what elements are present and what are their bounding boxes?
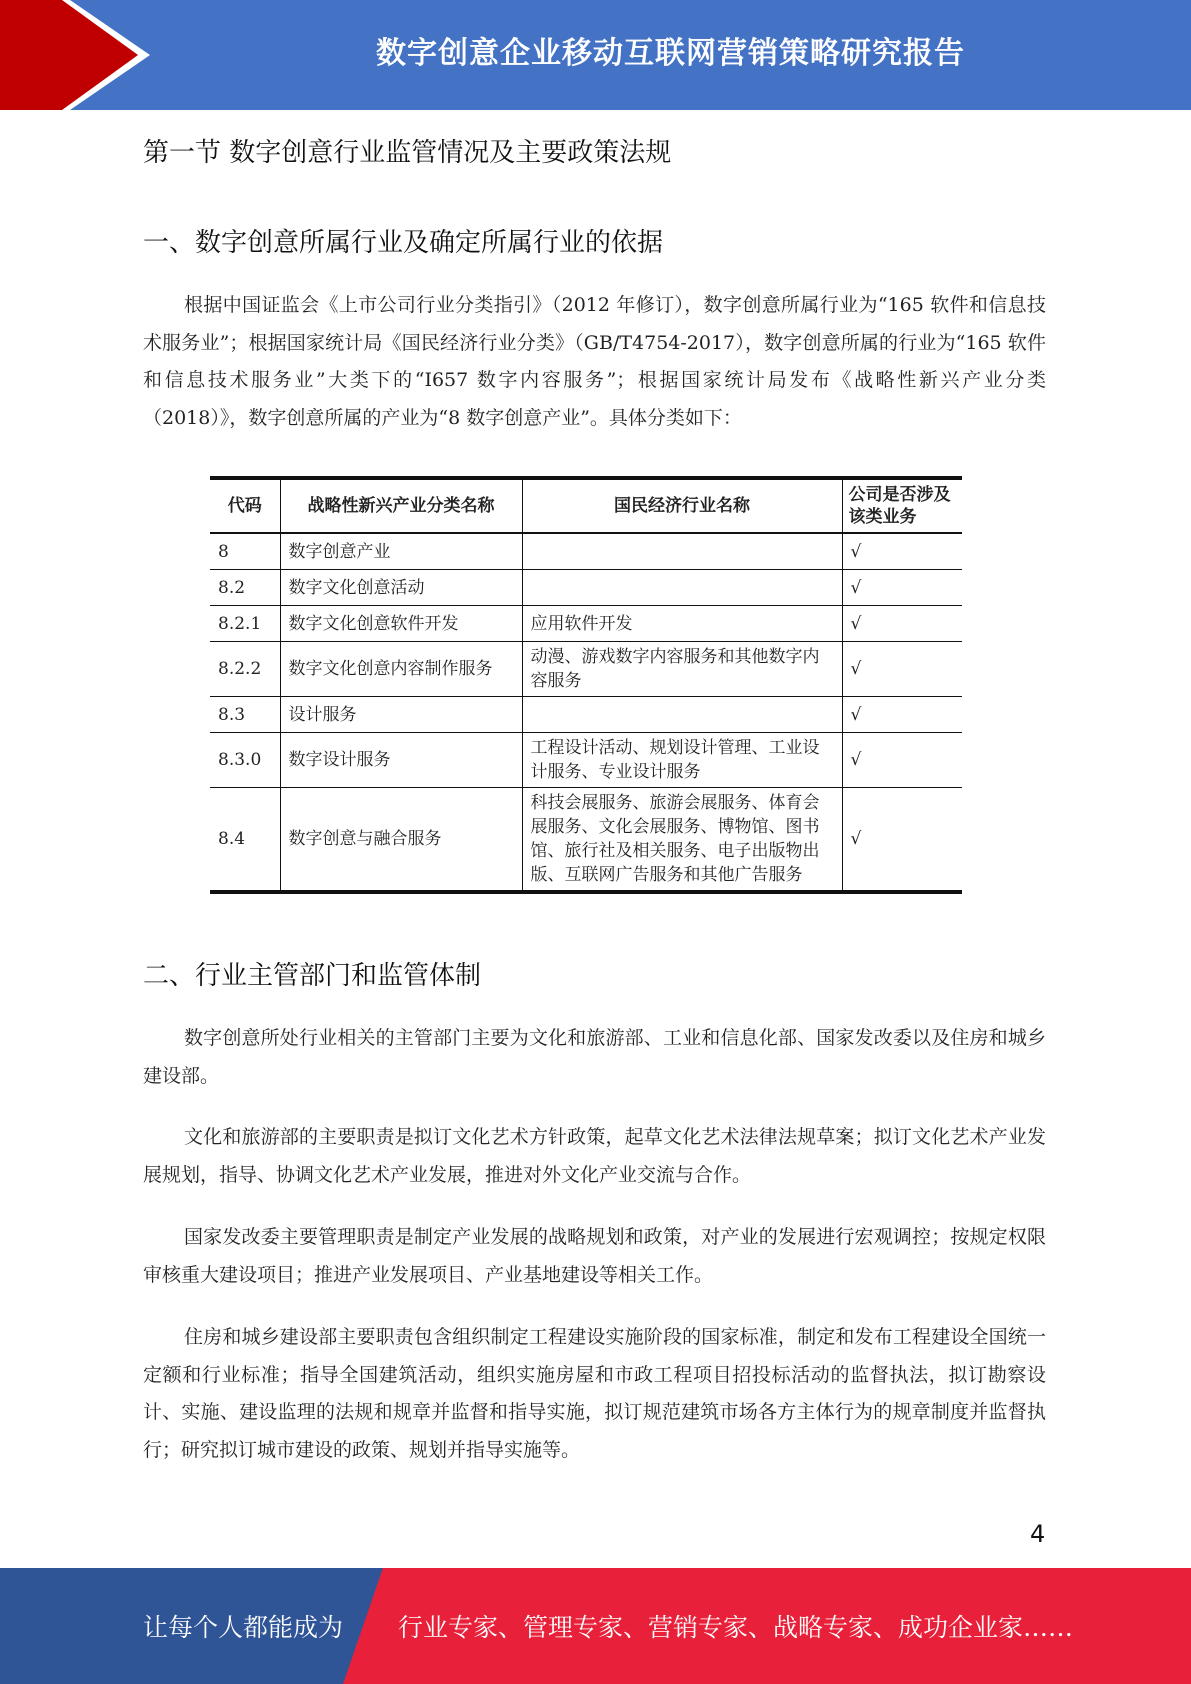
cell-code: 8.3 (210, 697, 280, 733)
cell-industry: 应用软件开发 (522, 606, 842, 642)
cell-name: 设计服务 (280, 697, 522, 733)
table-row (210, 697, 962, 733)
table-row (210, 733, 962, 788)
table-header-row (210, 478, 962, 533)
section2-paragraph-4: 住房和城乡建设部主要职责包含组织制定工程建设实施阶段的国家标准，制定和发布工程建设全国统一定额和行业标准；指导全国建筑活动，组织实施房屋和市政工程项目招投标活动的监督执法，拟订勘察设计、实施、建设监理的法规和规章并监督和指导实施，拟订规范建筑市场各方主体行为的规章制度并监督执行；研究拟订城市建设的政策、规划并指导实施等。 (143, 1326, 1046, 1461)
cell-industry: 动漫、游戏数字内容服务和其他数字内容服务 (522, 642, 842, 697)
cell-code: 8.2.1 (210, 606, 280, 642)
cell-industry: 科技会展服务、旅游会展服务、体育会展服务、文化会展服务、博物馆、图书馆、旅行社及相关服务、电子出版物出版、互联网广告服务和其他广告服务 (522, 788, 842, 893)
section1-heading: 一、数字创意所属行业及确定所属行业的依据 (143, 228, 664, 258)
classification-table-wrap (210, 476, 962, 894)
table-row (210, 606, 962, 642)
footer-slogan-left: 让每个人都能成为 (143, 1613, 344, 1642)
table-row (210, 788, 962, 893)
cell-industry (522, 533, 842, 570)
cell-involved: √ (842, 642, 962, 697)
header-category-name: 战略性新兴产业分类名称 (280, 478, 522, 533)
cell-code: 8.3.0 (210, 733, 280, 788)
header-code: 代码 (210, 478, 280, 533)
footer-slogan-right: 行业专家、管理专家、营销专家、战略专家、成功企业家…… (398, 1613, 1074, 1642)
cell-code: 8 (210, 533, 280, 570)
cell-industry (522, 570, 842, 606)
cell-name: 数字文化创意软件开发 (280, 606, 522, 642)
cell-name: 数字创意与融合服务 (280, 788, 522, 893)
table-row (210, 642, 962, 697)
cell-involved: √ (842, 697, 962, 733)
header-industry-name: 国民经济行业名称 (522, 478, 842, 533)
cell-code: 8.4 (210, 788, 280, 893)
cell-involved: √ (842, 570, 962, 606)
header-banner (0, 0, 1191, 110)
cell-involved: √ (842, 733, 962, 788)
section2-paragraph-2: 文化和旅游部的主要职责是拟订文化艺术方针政策，起草文化艺术法律法规草案；拟订文化艺术产业发展规划，指导、协调文化艺术产业发展，推进对外文化产业交流与合作。 (143, 1126, 1046, 1186)
cell-name: 数字创意产业 (280, 533, 522, 570)
cell-name: 数字文化创意活动 (280, 570, 522, 606)
page-number: 4 (1030, 1520, 1046, 1548)
classification-table (210, 476, 962, 894)
cell-name: 数字设计服务 (280, 733, 522, 788)
cell-involved: √ (842, 606, 962, 642)
cell-involved: √ (842, 788, 962, 893)
report-title: 数字创意企业移动互联网营销策略研究报告 (376, 36, 965, 71)
section2-paragraph-3: 国家发改委主要管理职责是制定产业发展的战略规划和政策，对产业的发展进行宏观调控；按规定权限审核重大建设项目；推进产业发展项目、产业基地建设等相关工作。 (143, 1226, 1046, 1286)
cell-code: 8.2 (210, 570, 280, 606)
cell-industry: 工程设计活动、规划设计管理、工业设计服务、专业设计服务 (522, 733, 842, 788)
footer-banner (0, 1568, 1191, 1684)
cell-involved: √ (842, 533, 962, 570)
section1-paragraph: 根据中国证监会《上市公司行业分类指引》（2012 年修订），数字创意所属行业为“165 软件和信息技术服务业”；根据国家统计局《国民经济行业分类》（GB/T4754-2017），数字创意所属的行业为“165 软件和信息技术服务业”大类下的“I657 数字内容服务”；根据国家统计局发布《战略性新兴产业分类（2018）》，数字创意所属的产业为“8 数字创意产业”。具体分类如下： (143, 294, 1046, 429)
cell-name: 数字文化创意内容制作服务 (280, 642, 522, 697)
cell-industry (522, 697, 842, 733)
section2-paragraph-1: 数字创意所处行业相关的主管部门主要为文化和旅游部、工业和信息化部、国家发改委以及住房和城乡建设部。 (143, 1027, 1046, 1087)
table-row (210, 570, 962, 606)
table-row (210, 533, 962, 570)
header-involved: 公司是否涉及该类业务 (842, 478, 962, 533)
section2-heading: 二、行业主管部门和监管体制 (143, 961, 482, 991)
header-arrow-decoration (0, 0, 150, 110)
cell-code: 8.2.2 (210, 642, 280, 697)
chapter-title: 第一节 数字创意行业监管情况及主要政策法规 (143, 138, 672, 168)
